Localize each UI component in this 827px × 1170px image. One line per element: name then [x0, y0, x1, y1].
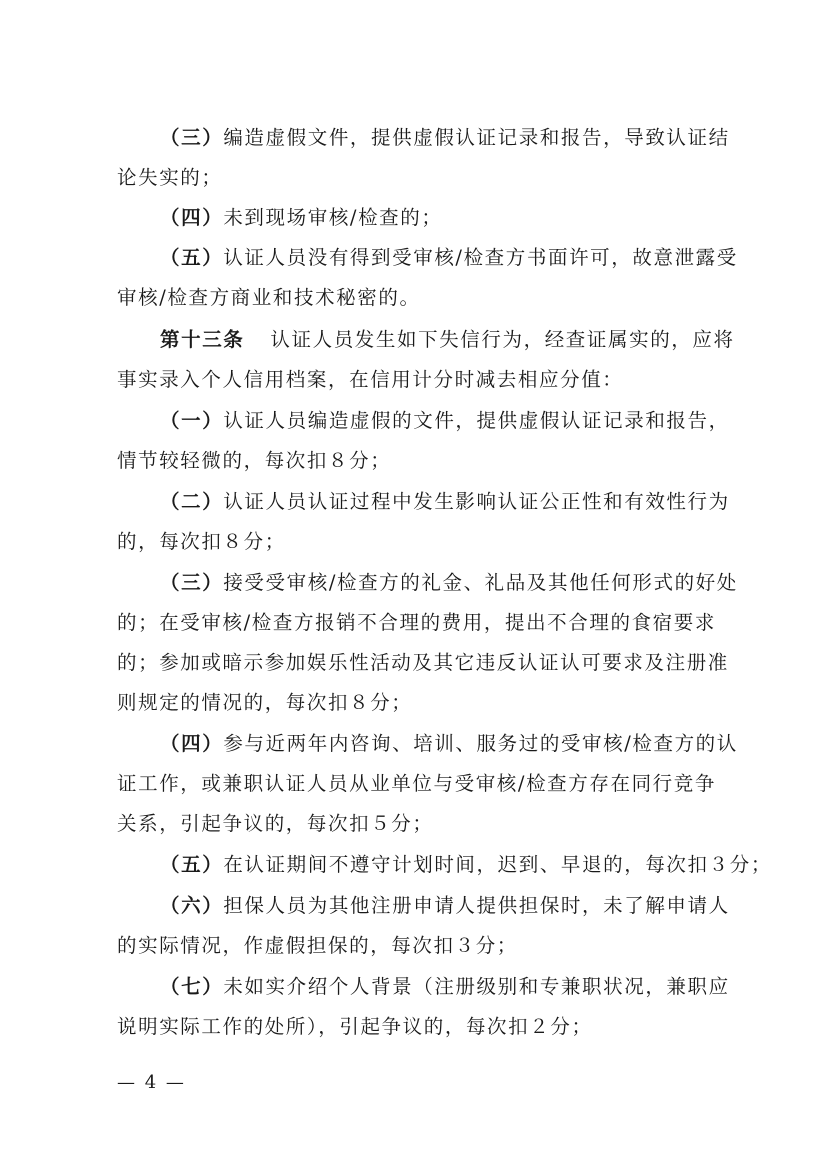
paragraph-line	[117, 285, 421, 311]
paragraph-line	[117, 690, 412, 716]
paragraph-line	[117, 771, 716, 797]
item-text: 认证人员没有得到受审核/检查方书面许可，故意泄露受	[223, 246, 738, 269]
paragraph-line	[160, 852, 772, 878]
article-heading: 第十三条	[160, 328, 245, 351]
article-line	[160, 327, 735, 353]
paragraph-line	[160, 489, 730, 515]
paragraph-line	[160, 974, 730, 1000]
item-text: 情节较轻微的，每次扣８分；	[117, 449, 392, 472]
item-text: 认证人员认证过程中发生影响认证公正性和有效性行为	[223, 490, 730, 513]
item-text: 的；参加或暗示参加娱乐性活动及其它违反认证认可要求及注册准	[117, 651, 729, 674]
item-marker: （七）	[160, 975, 224, 998]
article-text: 事实录入个人信用档案，在信用计分时减去相应分值：	[117, 368, 624, 391]
paragraph-line	[117, 811, 434, 837]
paragraph-line	[160, 125, 730, 151]
paragraph-line	[160, 731, 738, 757]
paragraph-line	[160, 205, 442, 231]
paragraph-line	[117, 529, 286, 555]
item-text: 参与近两年内咨询、培训、服务过的受审核/检查方的认	[223, 732, 738, 755]
item-text: 的，每次扣８分；	[117, 530, 286, 553]
paragraph-line	[160, 408, 730, 434]
item-text: 说明实际工作的处所），引起争议的，每次扣２分；	[117, 1015, 593, 1038]
item-marker: （五）	[160, 853, 224, 876]
item-marker: （四）	[160, 732, 224, 755]
item-marker: （六）	[160, 894, 224, 917]
item-text: 认证人员编造虚假的文件，提供虚假认证记录和报告，	[223, 409, 730, 432]
paragraph-line	[117, 610, 716, 636]
item-text: 则规定的情况的，每次扣８分；	[117, 691, 413, 714]
paragraph-line	[160, 245, 738, 271]
item-marker: （五）	[160, 246, 224, 269]
item-text: 未如实介绍个人背景（注册级别和专兼职状况，兼职应	[223, 975, 730, 998]
item-text: 关系，引起争议的，每次扣５分；	[117, 812, 434, 835]
item-marker: （三）	[160, 126, 224, 149]
paragraph-line	[117, 165, 223, 191]
paragraph-line	[117, 367, 623, 393]
item-text: 证工作，或兼职认证人员从业单位与受审核/检查方存在同行竞争	[117, 772, 716, 795]
page-number: — 4 —	[117, 1072, 186, 1093]
paragraph-line	[160, 893, 730, 919]
paragraph-line	[117, 1014, 593, 1040]
item-text: 论失实的；	[117, 166, 223, 189]
item-text: 编造虚假文件，提供虚假认证记录和报告，导致认证结	[223, 126, 730, 149]
item-text: 审核/检查方商业和技术秘密的。	[117, 286, 421, 309]
paragraph-line	[117, 650, 729, 676]
item-text: 的；在受审核/检查方报销不合理的费用，提出不合理的食宿要求	[117, 611, 716, 634]
item-marker: （二）	[160, 490, 224, 513]
item-text: 接受受审核/检查方的礼金、礼品及其他任何形式的好处	[223, 571, 738, 594]
paragraph-line	[160, 570, 738, 596]
item-marker: （四）	[160, 206, 224, 229]
item-text: 在认证期间不遵守计划时间，迟到、早退的，每次扣３分；	[223, 853, 772, 876]
item-marker: （三）	[160, 571, 224, 594]
item-marker: （一）	[160, 409, 224, 432]
item-text: 未到现场审核/检查的；	[223, 206, 443, 229]
paragraph-line	[117, 448, 391, 474]
article-text: 认证人员发生如下失信行为，经查证属实的，应将	[270, 328, 735, 351]
item-text: 的实际情况，作虚假担保的，每次扣３分；	[117, 934, 518, 957]
item-text: 担保人员为其他注册申请人提供担保时，未了解申请人	[223, 894, 730, 917]
paragraph-line	[117, 933, 518, 959]
